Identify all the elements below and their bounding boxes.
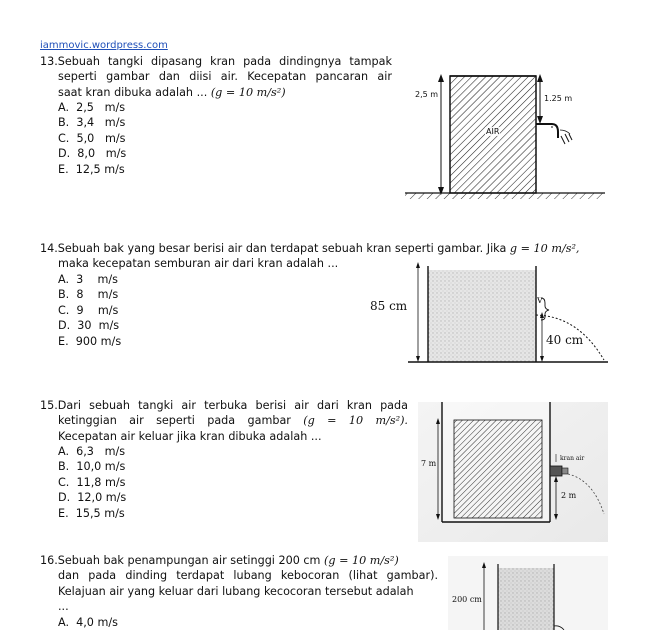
question-14-line-1-text: 14.Sebuah bak yang besar berisi air dan terdapat sebuah kran seperti gambar. Jika — [40, 242, 510, 255]
option-15-e[interactable]: E. 15,5 m/s — [58, 506, 125, 520]
question-14-line-2: maka kecepatan semburan air dari kran adalah ... — [58, 257, 339, 271]
option-15-b[interactable]: B. 10,0 m/s — [58, 460, 126, 474]
question-15-line-1: 15.Dari sebuah tangki air terbuka berisi air dari kran pada — [40, 399, 408, 412]
question-16-line-1 — [40, 553, 438, 568]
question-13 — [40, 54, 392, 100]
question-13-line-2: seperti gambar dan diisi air. Kecepatan pancaran air — [58, 70, 392, 84]
figure-13-depth-label: 1.25 m — [544, 94, 573, 103]
question-15-gravity: (g = 10 m/s²). — [303, 414, 408, 428]
option-15-a[interactable]: A. 6,3 m/s — [58, 445, 126, 458]
figure-15-tap-height-label: 2 m — [561, 491, 577, 500]
figure-15-tank — [418, 402, 608, 542]
question-15-line-3: Kecepatan air keluar jika kran dibuka adalah ... — [58, 429, 322, 443]
figure-16-water — [498, 568, 554, 630]
option-13-d[interactable]: D. 8,0 m/s — [58, 147, 127, 161]
figure-14-water — [428, 270, 536, 362]
question-16-gravity: (g = 10 m/s²) — [323, 554, 399, 567]
question-13-line-1: 13.Sebuah tangki dipasang kran pada dindingnya tampak — [40, 55, 392, 68]
option-16-a[interactable]: A. 4,0 m/s — [58, 616, 118, 629]
figure-14-tap-height-label: 40 cm — [546, 333, 584, 347]
question-15-options — [58, 444, 126, 521]
question-14-line-1 — [40, 241, 580, 256]
figure-16-height-label: 200 cm — [452, 595, 482, 604]
question-13-options — [58, 100, 126, 177]
question-15-line-2 — [40, 413, 408, 428]
option-14-e[interactable]: E. 900 m/s — [58, 334, 122, 348]
question-13-line-3 — [40, 85, 392, 100]
option-14-b[interactable]: B. 8 m/s — [58, 288, 119, 302]
figure-16-tank — [448, 556, 608, 630]
option-14-c[interactable]: C. 9 m/s — [58, 303, 119, 317]
question-13-line-3-text: saat kran dibuka adalah ... — [58, 85, 211, 99]
figure-15-water — [454, 420, 542, 518]
option-15-c[interactable]: C. 11,8 m/s — [58, 475, 126, 489]
question-16 — [40, 553, 438, 615]
option-14-a[interactable]: A. 3 m/s — [58, 273, 118, 286]
option-13-b[interactable]: B. 3,4 m/s — [58, 116, 126, 130]
option-15-d[interactable]: D. 12,0 m/s — [58, 491, 127, 505]
question-13-gravity: (g = 10 m/s²) — [210, 85, 286, 99]
figure-15-height-label: 7 m — [421, 459, 437, 468]
site-link[interactable]: iammovic.wordpress.com — [40, 40, 168, 51]
option-13-c[interactable]: C. 5,0 m/s — [58, 131, 126, 145]
question-14-options — [58, 272, 121, 349]
figure-13-tap — [536, 124, 558, 138]
question-15 — [40, 398, 408, 444]
question-16-line-2: dan pada dinding terdapat lubang kebocoran (lihat gambar). — [58, 569, 438, 583]
figure-15-tap — [550, 466, 562, 476]
option-14-d[interactable]: D. 30 m/s — [58, 319, 120, 333]
question-16-line-1-text: 16.Sebuah bak penampungan air setinggi 200 cm — [40, 554, 324, 567]
question-16-line-3: Kelajuan air yang keluar dari lubang kecocoran tersebut adalah — [58, 584, 414, 598]
question-16-line-4: ... — [58, 600, 69, 614]
question-14-gravity: g = 10 m/s², — [509, 242, 580, 255]
option-13-a[interactable]: A. 2,5 m/s — [58, 101, 126, 114]
question-16-options — [58, 615, 118, 630]
figure-14-height-label: 85 cm — [370, 299, 408, 313]
figure-13-content-label: AIR — [486, 127, 500, 136]
figure-13-ground — [405, 193, 605, 199]
figure-14-velocity-label: v — [537, 295, 543, 306]
figure-13-tank — [400, 56, 605, 206]
figure-15-tap-label: kran air — [560, 455, 585, 462]
question-15-line-2-text: ketinggian air seperti pada gambar — [58, 414, 304, 428]
figure-13-height-label: 2,5 m — [415, 90, 439, 99]
option-13-e[interactable]: E. 12,5 m/s — [58, 162, 125, 176]
figure-14-tank — [408, 260, 610, 366]
